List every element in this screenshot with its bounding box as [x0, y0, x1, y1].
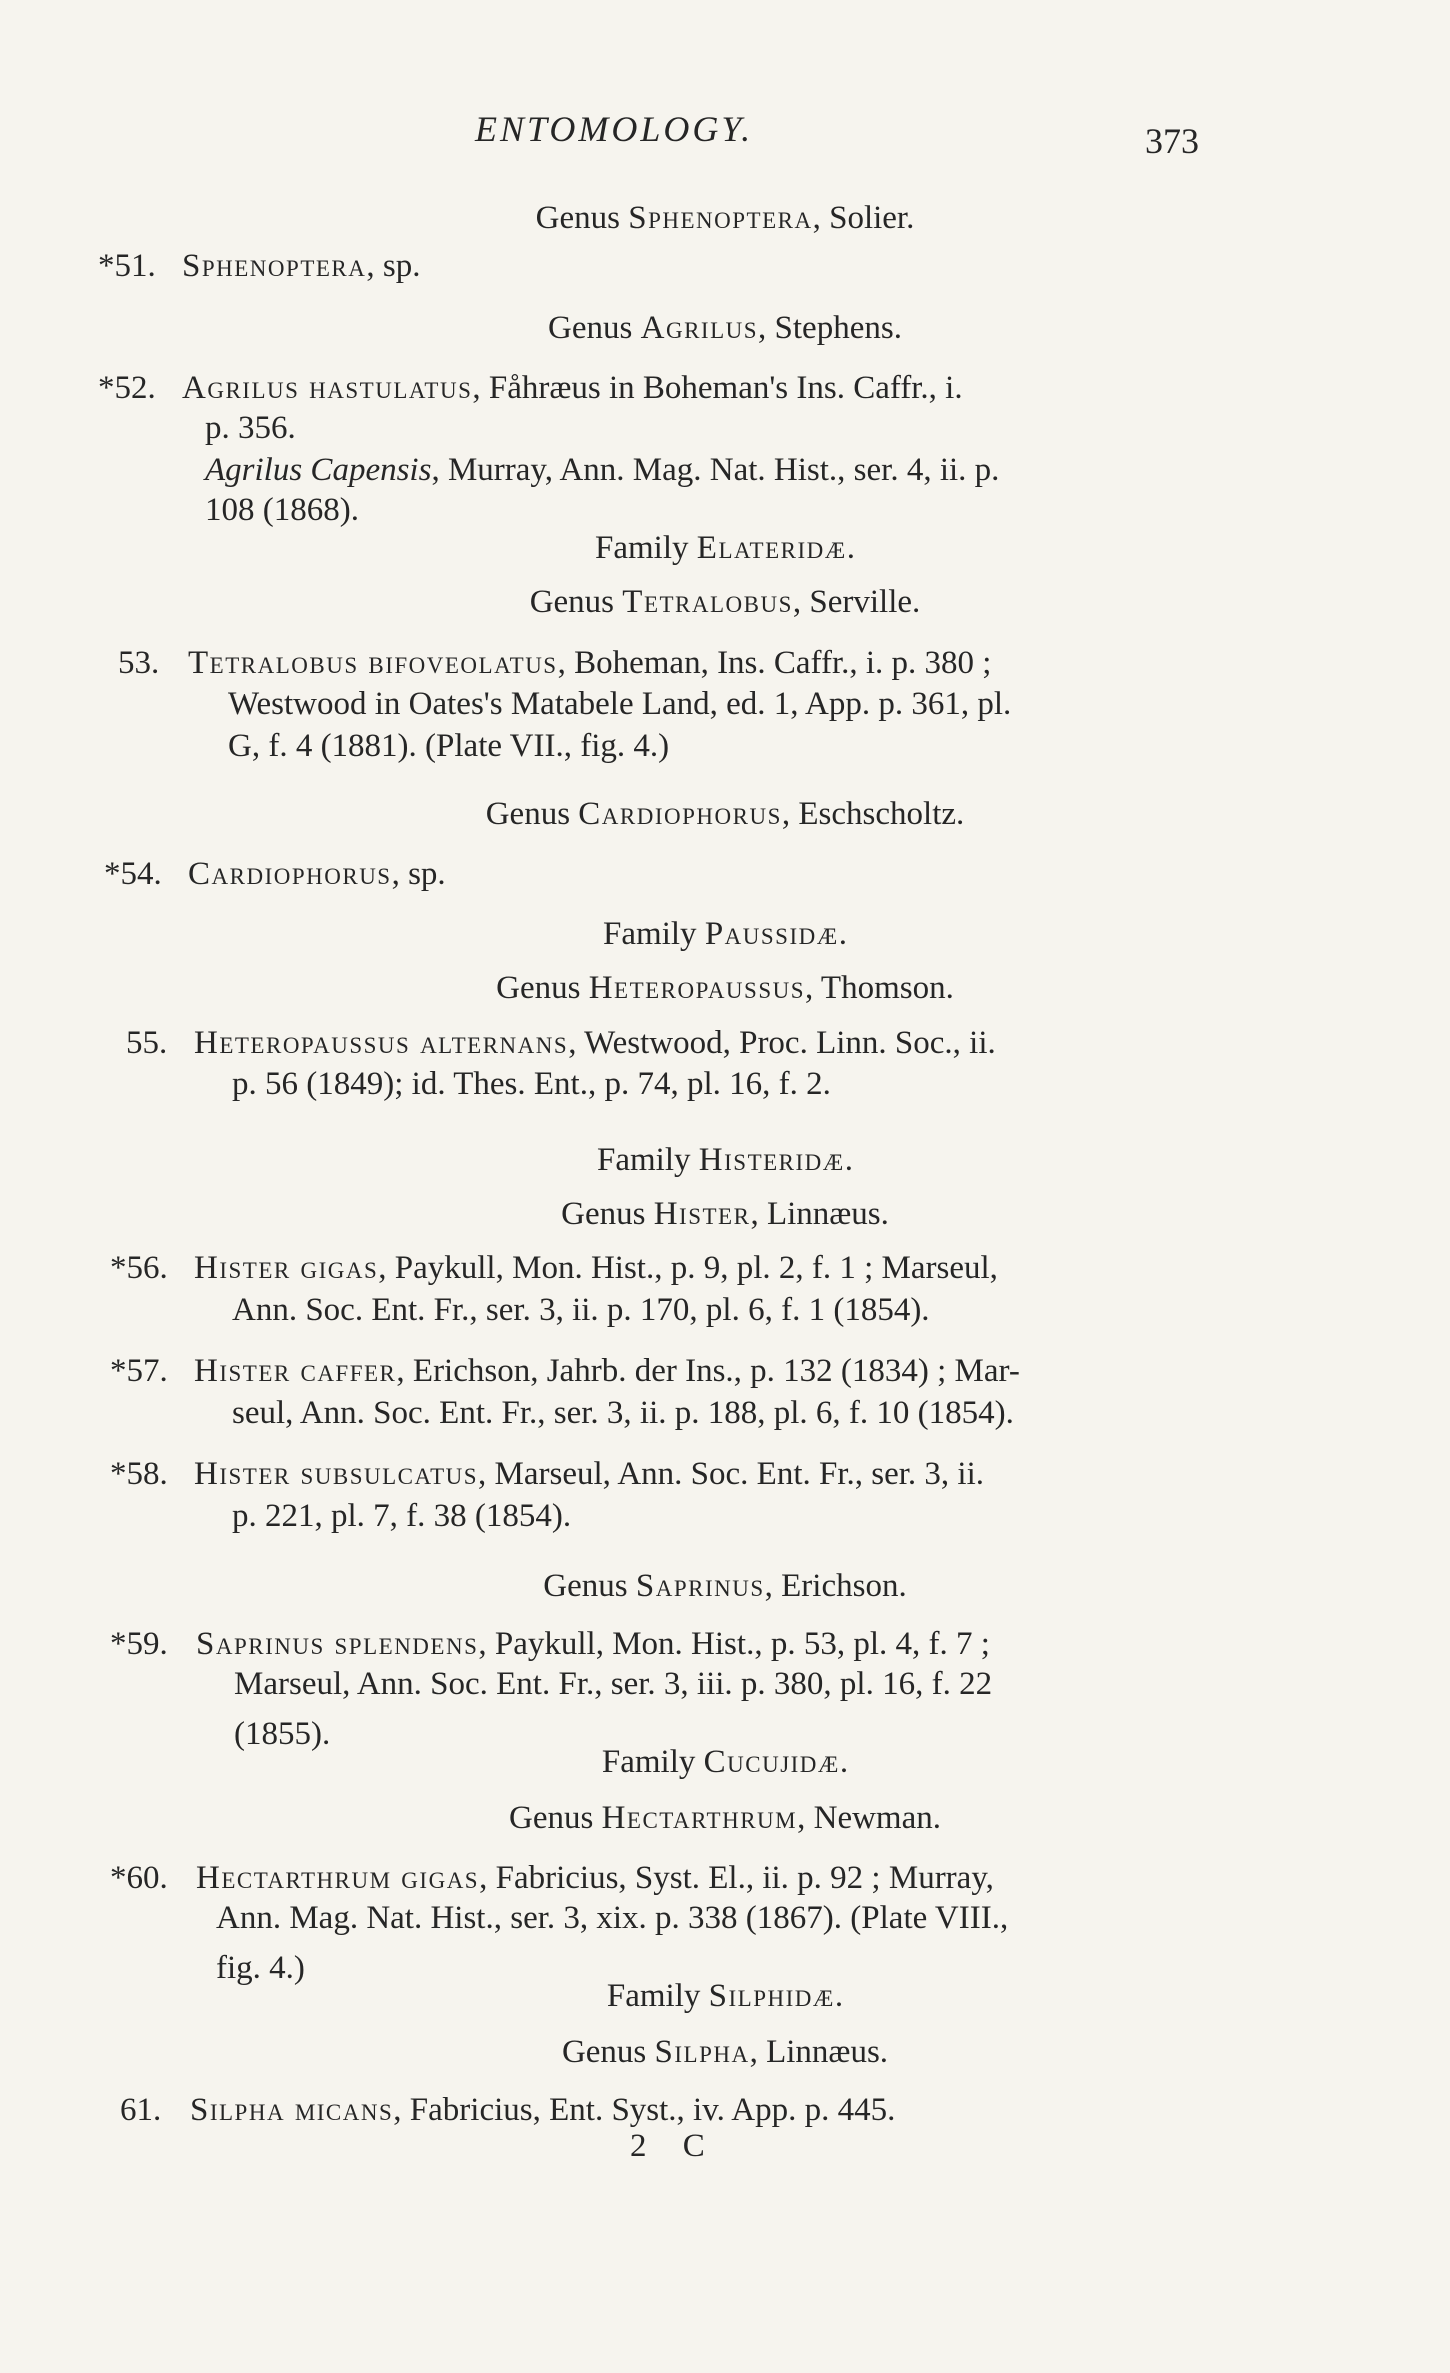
entry-line: G, f. 4 (1881). (Plate VII., fig. 4.)	[228, 728, 670, 764]
entry-line: Agrilus Capensis, Murray, Ann. Mag. Nat. Hist., ser. 4, ii. p.	[205, 452, 1000, 488]
entry-line: Ann. Soc. Ent. Fr., ser. 3, ii. p. 170, pl. 6, f. 1 (1854).	[232, 1292, 930, 1328]
genus-heading-hister: Genus Hister, Linnæus.	[561, 1196, 889, 1232]
family-heading-cucujidae: Family Cucujidæ.	[601, 1744, 849, 1780]
entry-line: p. 56 (1849); id. Thes. Ent., p. 74, pl. 16, f. 2.	[232, 1066, 831, 1102]
entry-line: seul, Ann. Soc. Ent. Fr., ser. 3, ii. p. 188, pl. 6, f. 10 (1854).	[232, 1395, 1014, 1431]
entry-line: Tetralobus bifoveolatus, Boheman, Ins. Caffr., i. p. 380 ;	[188, 645, 992, 681]
family-heading-silphidae: Family Silphidæ.	[606, 1978, 844, 2014]
entry-line: p. 221, pl. 7, f. 38 (1854).	[232, 1498, 572, 1534]
entry-line: (1855).	[234, 1716, 331, 1752]
entry-number: *57.	[110, 1353, 168, 1389]
genus-heading-agrilus: Genus Agrilus, Stephens.	[548, 310, 902, 346]
signature-mark: 2 C	[630, 2128, 719, 2164]
family-heading-paussidae: Family Paussidæ.	[603, 916, 847, 952]
entry-number: 53.	[118, 645, 160, 681]
entry-line: Marseul, Ann. Soc. Ent. Fr., ser. 3, iii. p. 380, pl. 16, f. 22	[234, 1666, 993, 1702]
entry-line: Heteropaussus alternans, Westwood, Proc. Linn. Soc., ii.	[194, 1025, 996, 1061]
entry-line: Hister caffer, Erichson, Jahrb. der Ins., p. 132 (1834) ; Mar-	[194, 1353, 1020, 1389]
genus-heading-hectarthrum: Genus Hectarthrum, Newman.	[508, 1800, 942, 1836]
entry-number: *60.	[110, 1860, 168, 1896]
entry-number: *58.	[110, 1456, 168, 1492]
entry-line: Westwood in Oates's Matabele Land, ed. 1, App. p. 361, pl.	[228, 686, 1012, 722]
genus-heading-silpha: Genus Silpha, Linnæus.	[561, 2034, 889, 2070]
entry-number: *56.	[110, 1250, 168, 1286]
entry-number: *59.	[110, 1626, 168, 1662]
genus-heading-heteropaussus: Genus Heteropaussus, Thomson.	[496, 970, 954, 1006]
genus-heading-cardiophorus: Genus Cardiophorus, Eschscholtz.	[485, 796, 965, 832]
entry-line: Sphenoptera, sp.	[182, 248, 421, 284]
entry-line: Hister gigas, Paykull, Mon. Hist., p. 9, pl. 2, f. 1 ; Marseul,	[194, 1250, 998, 1286]
entry-line: Hectarthrum gigas, Fabricius, Syst. El., ii. p. 92 ; Murray,	[196, 1860, 994, 1896]
entry-line: Ann. Mag. Nat. Hist., ser. 3, xix. p. 338 (1867). (Plate VIII.,	[216, 1900, 1009, 1936]
genus-heading-sphenoptera: Genus Sphenoptera, Solier.	[535, 200, 915, 236]
entry-number: *54.	[104, 856, 162, 892]
entry-number: 61.	[120, 2092, 162, 2128]
page-number: 373	[1145, 121, 1199, 161]
genus-heading-tetralobus: Genus Tetralobus, Serville.	[529, 584, 921, 620]
entry-line: fig. 4.)	[216, 1950, 305, 1986]
entry-number: *51.	[98, 248, 156, 284]
entry-line: Saprinus splendens, Paykull, Mon. Hist., p. 53, pl. 4, f. 7 ;	[196, 1626, 990, 1662]
entry-line: p. 356.	[205, 410, 296, 446]
entry-number: 55.	[126, 1025, 168, 1061]
family-heading-histeridae: Family Histeridæ.	[597, 1142, 853, 1178]
entry-line: Agrilus hastulatus, Fåhræus in Boheman's Ins. Caffr., i.	[182, 370, 963, 406]
genus-heading-saprinus: Genus Saprinus, Erichson.	[543, 1568, 907, 1604]
entry-line: Cardiophorus, sp.	[188, 856, 446, 892]
running-header-title: ENTOMOLOGY.	[475, 109, 754, 149]
entry-line: 108 (1868).	[205, 492, 359, 528]
entry-number: *52.	[98, 370, 156, 406]
family-heading-elateridae: Family Elateridæ.	[595, 530, 855, 566]
entry-line: Silpha micans, Fabricius, Ent. Syst., iv. App. p. 445.	[190, 2092, 896, 2128]
entry-line: Hister subsulcatus, Marseul, Ann. Soc. Ent. Fr., ser. 3, ii.	[194, 1456, 985, 1492]
